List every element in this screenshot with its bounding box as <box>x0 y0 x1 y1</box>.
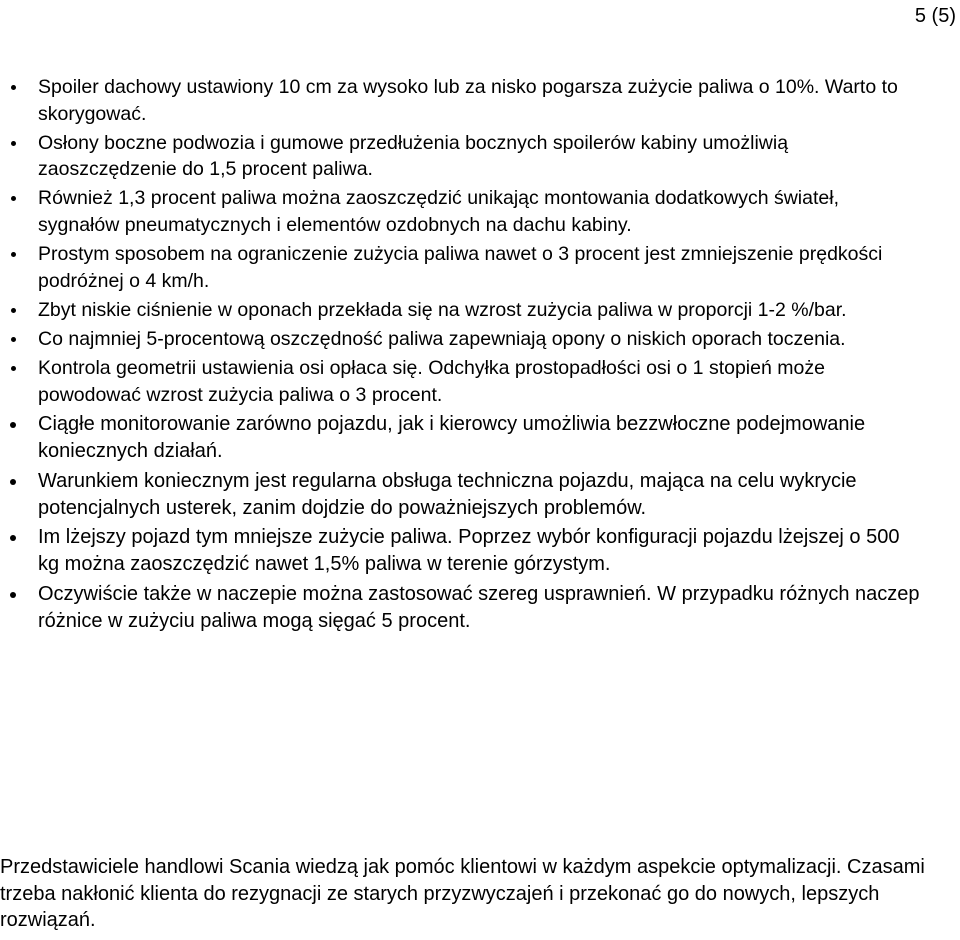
bullet-icon <box>10 422 16 428</box>
list-item <box>0 468 960 522</box>
list-item-text: Zbyt niskie ciśnienie w oponach przekłada się na wzrost zużycia paliwa w proporcji 1-2 %/bar. <box>38 298 847 321</box>
list-item <box>0 524 960 578</box>
list-item-text: Również 1,3 procent paliwa można zaoszczędzić unikając montowania dodatkowych świateł, sygnałów pneumatycznych i elementów ozdobnych na dachu kabiny. <box>38 187 839 236</box>
list-item-text: Spoiler dachowy ustawiony 10 cm za wysoko lub za nisko pogarsza zużycie paliwa o 10%. Warto to skorygować. <box>38 76 898 125</box>
list-item <box>0 355 960 408</box>
list-item <box>0 297 960 324</box>
bullet-icon <box>11 366 16 371</box>
bullet-icon <box>10 479 16 485</box>
bullet-icon <box>11 252 16 257</box>
bullet-icon <box>11 337 16 342</box>
list-item-text: Prostym sposobem na ograniczenie zużycia paliwa nawet o 3 procent jest zmniejszenie prędkości podróżnej o 4 km/h. <box>38 243 883 292</box>
fuel-saving-tips-list <box>0 74 960 635</box>
list-item-text: Ciągłe monitorowanie zarówno pojazdu, jak i kierowcy umożliwia bezzwłoczne podejmowanie koniecznych działań. <box>38 412 866 462</box>
list-item <box>0 411 960 465</box>
list-item <box>0 241 960 294</box>
bullet-icon <box>11 196 16 201</box>
list-item <box>0 185 960 238</box>
closing-paragraph: Przedstawiciele handlowi Scania wiedzą jak pomóc klientowi w każdym aspekcie optymalizacji. Czasami trzeba nakłonić klienta do rezygnacji ze starych przyzwyczajeń i przekonać go do nowych, lepszych rozwiązań. <box>0 856 925 932</box>
bullet-icon <box>11 308 16 313</box>
list-item-text: Co najmniej 5-procentową oszczędność paliwa zapewniają opony o niskich oporach toczenia. <box>38 327 846 350</box>
list-item-text: Warunkiem koniecznym jest regularna obsługa techniczna pojazdu, mająca na celu wykrycie potencjalnych usterek, zanim dojdzie do poważniejszych problemów. <box>38 469 857 519</box>
bullet-icon <box>11 141 16 146</box>
list-item-text: Kontrola geometrii ustawienia osi opłaca się. Odchyłka prostopadłości osi o 1 stopień może powodować wzrost zużycia paliwa o 3 procent. <box>38 357 825 406</box>
list-item <box>0 74 960 127</box>
list-item-text: Oczywiście także w naczepie można zastosować szereg usprawnień. W przypadku różnych naczep różnice w zużyciu paliwa mogą sięgać 5 procent. <box>38 582 920 632</box>
bullet-icon <box>10 592 16 598</box>
list-item <box>0 326 960 353</box>
list-item <box>0 581 960 635</box>
list-item-text: Osłony boczne podwozia i gumowe przedłużenia bocznych spoilerów kabiny umożliwią zaoszczędzenie do 1,5 procent paliwa. <box>38 131 789 181</box>
bullet-icon <box>11 85 16 90</box>
list-item <box>0 130 960 183</box>
bullet-icon <box>10 535 16 541</box>
list-item-text: Im lżejszy pojazd tym mniejsze zużycie paliwa. Poprzez wybór konfiguracji pojazdu lżejszej o 500 kg można zaoszczędzić nawet 1,5% paliwa w terenie górzystym. <box>38 526 900 576</box>
page-number: 5 (5) <box>914 5 956 27</box>
